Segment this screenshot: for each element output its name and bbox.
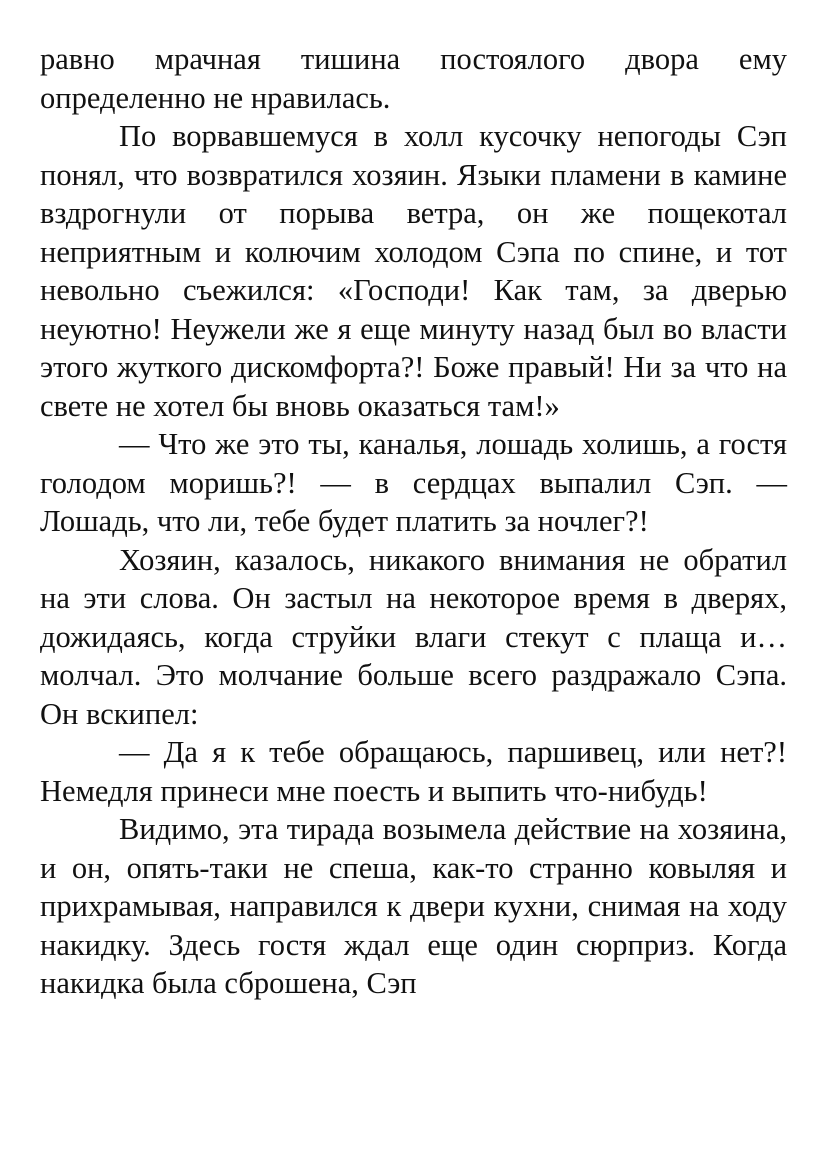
document-page bbox=[40, 40, 787, 1003]
paragraph-host-limping: Видимо, эта тирада возымела действие на хозяина, и он, опять-таки не спеша, как-то странно ковыляя и прихрамывая, направился к двери кухни, снимая на ходу накидку. Здесь гостя ждал еще один сюрприз. Когда накидка была сброшена, Сэп bbox=[40, 812, 787, 1000]
paragraph-host-returns: По ворвавшемуся в холл кусочку непогоды Сэп понял, что возвратился хозяин. Языки пламени в камине вздрогнули от порыва ветра, он же пощекотал неприятным и колючим холодом Сэпа по спине, и тот невольно съежился: «Господи! Как там, за дверью неуютно! Неужели же я еще минуту назад был во власти этого жуткого дискомфорта?! Боже правый! Ни за что на свете не хотел бы вновь оказаться там!» bbox=[40, 119, 787, 423]
paragraph-host-silence: Хозяин, казалось, никакого внимания не обратил на эти слова. Он застыл на некоторое время в дверях, дожидаясь, когда струйки влаги стекут с плаща и… молчал. Это молчание больше всего раздражало Сэпа. Он вскипел: bbox=[40, 542, 787, 731]
paragraph-sep-outburst: — Что же это ты, каналья, лошадь холишь, а гостя голодом моришь?! — в сердцах выпалил Сэп. — Лошадь, что ли, тебе будет платить за ночлег?! bbox=[40, 427, 787, 538]
paragraph-sep-demand: — Да я к тебе обращаюсь, паршивец, или нет?! Немедля принеси мне поесть и выпить что-нибудь! bbox=[40, 735, 787, 808]
paragraph-continuation: равно мрачная тишина постоялого двора ему определенно не нравилась. bbox=[40, 42, 787, 115]
